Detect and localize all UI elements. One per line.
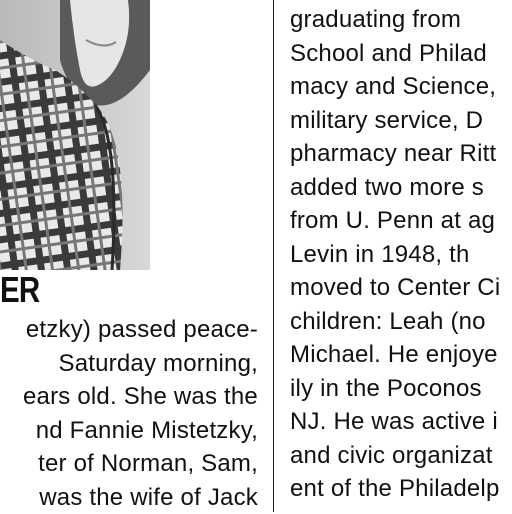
text-line: Michael. He enjoye <box>290 338 512 372</box>
text-line: Saturday morning, <box>0 347 258 381</box>
text-line: ears old. She was the <box>0 380 258 414</box>
text-line: etzky) passed peace- <box>0 313 258 347</box>
right-text-column <box>290 3 512 506</box>
text-line: from U. Penn at ag <box>290 204 512 238</box>
text-line: graduating from <box>290 3 512 37</box>
text-line: was the wife of Jack <box>0 481 258 514</box>
text-line: ter of Norman, Sam, <box>0 447 258 481</box>
left-text-column <box>0 313 258 514</box>
text-line: nd Fannie Mistetzky, <box>0 414 258 448</box>
portrait-image <box>0 0 150 270</box>
text-line: added two more s <box>290 171 512 205</box>
text-line: macy and Science, <box>290 70 512 104</box>
text-line: pharmacy near Ritt <box>290 137 512 171</box>
column-divider <box>273 0 274 512</box>
obituary-heading: ER <box>0 268 39 312</box>
text-line: military service, D <box>290 104 512 138</box>
text-line: Levin in 1948, th <box>290 238 512 272</box>
text-line: NJ. He was active i <box>290 405 512 439</box>
text-line: ily in the Poconos <box>290 372 512 406</box>
text-line: ent of the Philadelp <box>290 472 512 506</box>
text-line: children: Leah (no <box>290 305 512 339</box>
portrait-photo <box>0 0 150 270</box>
text-line: moved to Center Ci <box>290 271 512 305</box>
text-line: and civic organizat <box>290 439 512 473</box>
text-line: School and Philad <box>290 37 512 71</box>
